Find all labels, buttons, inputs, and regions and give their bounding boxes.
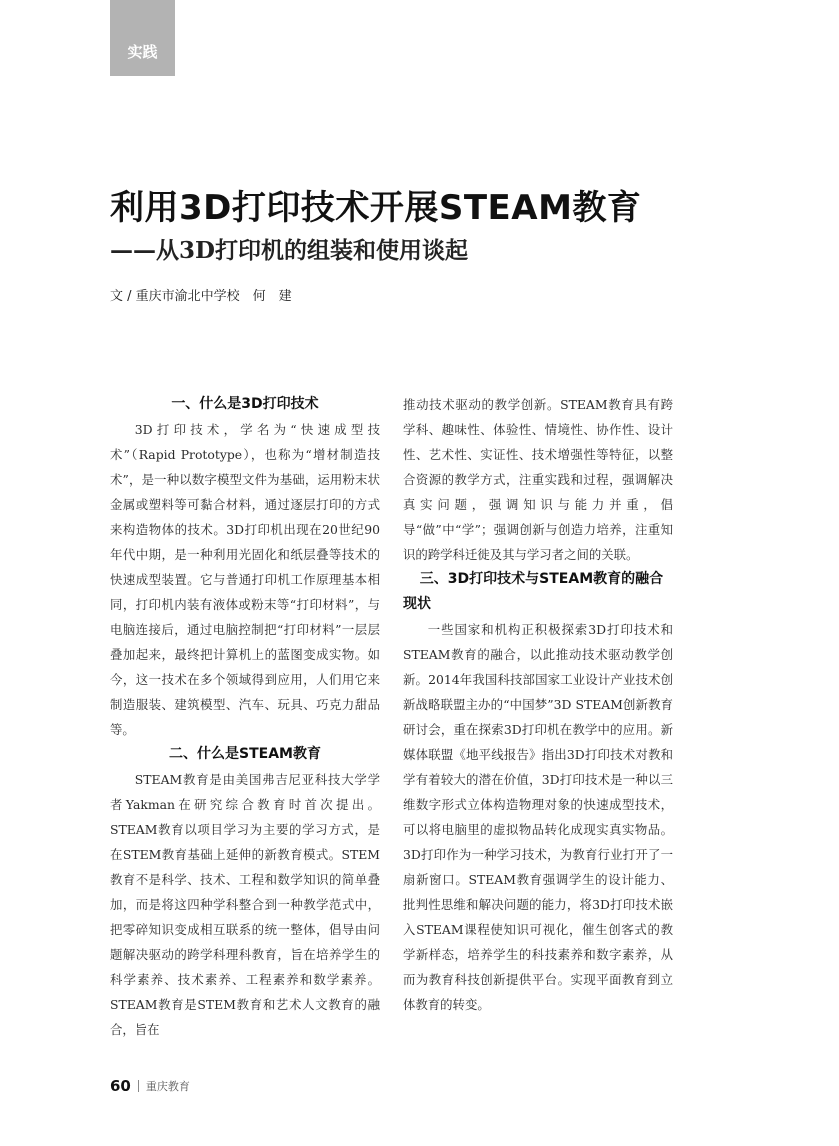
page-number: 60 bbox=[110, 1077, 131, 1095]
journal-name: 重庆教育 bbox=[145, 1080, 190, 1093]
page-footer bbox=[110, 1077, 190, 1095]
section-3-paragraph: 一些国家和机构正积极探索3D打印技术和STEAM教育的融合，以此推动技术驱动教学创新。2014年我国科技部国家工业设计产业技术创新战略联盟主办的“中国梦”3D STEAM创新教育研讨会，重在探索3D打印机在教学中的应用。新媒体联盟《地平线报告》指出3D打印技术对教和学有着较大的潜在价值，3D打印技术是一种以三维数字形式立体构造物理对象的快速成型技术，可以将电脑里的虚拟物品转化成现实真实物品。3D打印作为一种学习技术，为教育行业打开了一扇新窗口。STEAM教育强调学生的设计能力、批判性思维和解决问题的能力，将3D打印技术嵌入STEAM课程使知识可视化，催生创客式的教学新样态，培养学生的科技素养和数字素养，从而为教育科技创新提供平台。实现平面教育到立体教育的转变。 bbox=[403, 622, 673, 1012]
section-1-paragraph: 3D打印技术，学名为“快速成型技术”（Rapid Prototype），也称为“增材制造技术”，是一种以数字模型文件为基础，运用粉末状金属或塑料等可黏合材料，通过逐层打印的方式来构造物体的技术。3D打印机出现在20世纪90年代中期，是一种利用光固化和纸层叠等技术的快速成型装置。它与普通打印机工作原理基本相同，打印机内装有液体或粉末等“打印材料”，与电脑连接后，通过电脑控制把“打印材料”一层层叠加起来，最终把计算机上的蓝图变成实物。如今，这一技术在多个领域得到应用，人们用它来制造服装、建筑模型、汽车、玩具、巧克力甜品等。 bbox=[110, 422, 380, 737]
section-2-continuation: 推动技术驱动的教学创新。STEAM教育具有跨学科、趣味性、体验性、情境性、协作性、设计性、艺术性、实证性、技术增强性等特征，以整合资源的教学方式，注重实践和过程，强调解决真实问题，强调知识与能力并重，倡导“做”中“学”；强调创新与创造力培养，注重知识的跨学科迁徙及其与学习者之间的关联。 bbox=[403, 397, 673, 562]
footer-divider bbox=[138, 1080, 139, 1092]
section-3-heading: 三、3D打印技术与STEAM教育的融合现状 bbox=[403, 571, 664, 612]
right-column bbox=[403, 392, 673, 1017]
section-1-heading: 一、什么是3D打印技术 bbox=[171, 396, 319, 412]
article-title: 利用3D打印技术开展STEAM教育 bbox=[110, 188, 642, 228]
article-subtitle: ——从3D打印机的组装和使用谈起 bbox=[110, 237, 468, 264]
section-2-paragraph: STEAM教育是由美国弗吉尼亚科技大学学者Yakman在研究综合教育时首次提出。STEAM教育以项目学习为主要的学习方式，是在STEM教育基础上延伸的新教育模式。STEM教育不是科学、技术、工程和数学知识的简单叠加，而是将这四种学科整合到一种教学范式中，把零碎知识变成相互联系的统一整体，倡导由问题解决驱动的跨学科理科教育，旨在培养学生的科学素养、技术素养、工程素养和数学素养。STEAM教育是STEM教育和艺术人文教育的融合，旨在 bbox=[110, 772, 380, 1037]
section-tab: 实践 bbox=[110, 0, 175, 76]
left-column bbox=[110, 392, 380, 1042]
author-byline: 文 / 重庆市渝北中学校 何 建 bbox=[110, 289, 292, 304]
section-2-heading: 二、什么是STEAM教育 bbox=[169, 746, 321, 762]
